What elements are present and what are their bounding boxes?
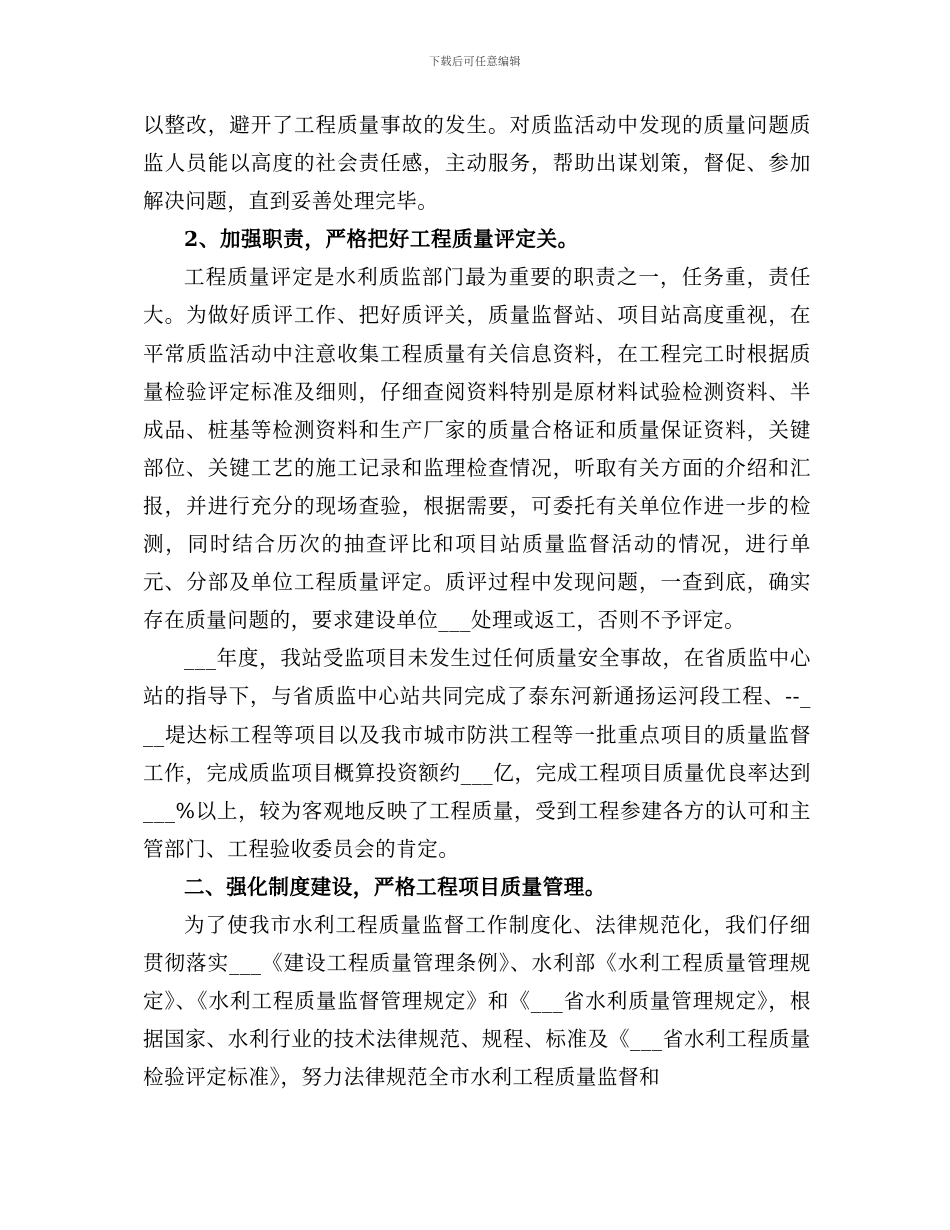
paragraph-regulations: 为了使我市水利工程质量监督工作制度化、法律规范化，我们仔细贯彻落实___《建设工程质量管理条例》、水利部《水利工程质量管理规定》、《水利工程质量监督管理规定》和《___省水利质量管理规定》，根据国家、水利行业的技术法律规范、规程、标准及《___省水利工程质量检验评定标准》，努力法律规范全市水利工程质量监督和 bbox=[143, 912, 811, 1090]
section-heading-evaluation: 2、加强职责，严格把好工程质量评定关。 bbox=[184, 227, 579, 252]
page-header: 下载后可任意编辑 bbox=[429, 55, 521, 68]
paragraph-annual-results: ___年度，我站受监项目未发生过任何质量安全事故，在省质监中心站的指导下，与省质监中心站共同完成了泰东河新通扬运河段工程、--___堤达标工程等项目以及我市城市防洪工程等一批重点项目的质量监督工作，完成质监项目概算投资额约___亿，完成工程项目质量优良率达到___%以上，较为客观地反映了工程质量，受到工程参建各方的认可和主管部门、工程验收委员会的肯定。 bbox=[143, 646, 811, 861]
paragraph-evaluation-duties: 工程质量评定是水利质监部门最为重要的职责之一，任务重，责任大。为做好质评工作、把好质评关，质量监督站、项目站高度重视，在平常质监活动中注意收集工程质量有关信息资料，在工程完工时根据质量检验评定标准及细则，仔细查阅资料特别是原材料试验检测资料、半成品、桩基等检测资料和生产厂家的质量合格证和质量保证资料，关键部位、关键工艺的施工记录和监理检查情况，听取有关方面的介绍和汇报，并进行充分的现场查验，根据需要，可委托有关单位作进一步的检测，同时结合历次的抽查评比和项目站质量监督活动的情况，进行单元、分部及单位工程质量评定。质评过程中发现问题，一查到底，确实存在质量问题的，要求建设单位___处理或返工，否则不予评定。 bbox=[143, 265, 811, 633]
section-heading-system-building: 二、强化制度建设，严格工程项目质量管理。 bbox=[184, 874, 606, 899]
paragraph-continuation: 以整改，避开了工程质量事故的发生。对质监活动中发现的质量问题质监人员能以高度的社会责任感，主动服务，帮助出谋划策，督促、参加解决问题，直到妥善处理完毕。 bbox=[143, 113, 811, 214]
document-body bbox=[143, 106, 811, 1096]
